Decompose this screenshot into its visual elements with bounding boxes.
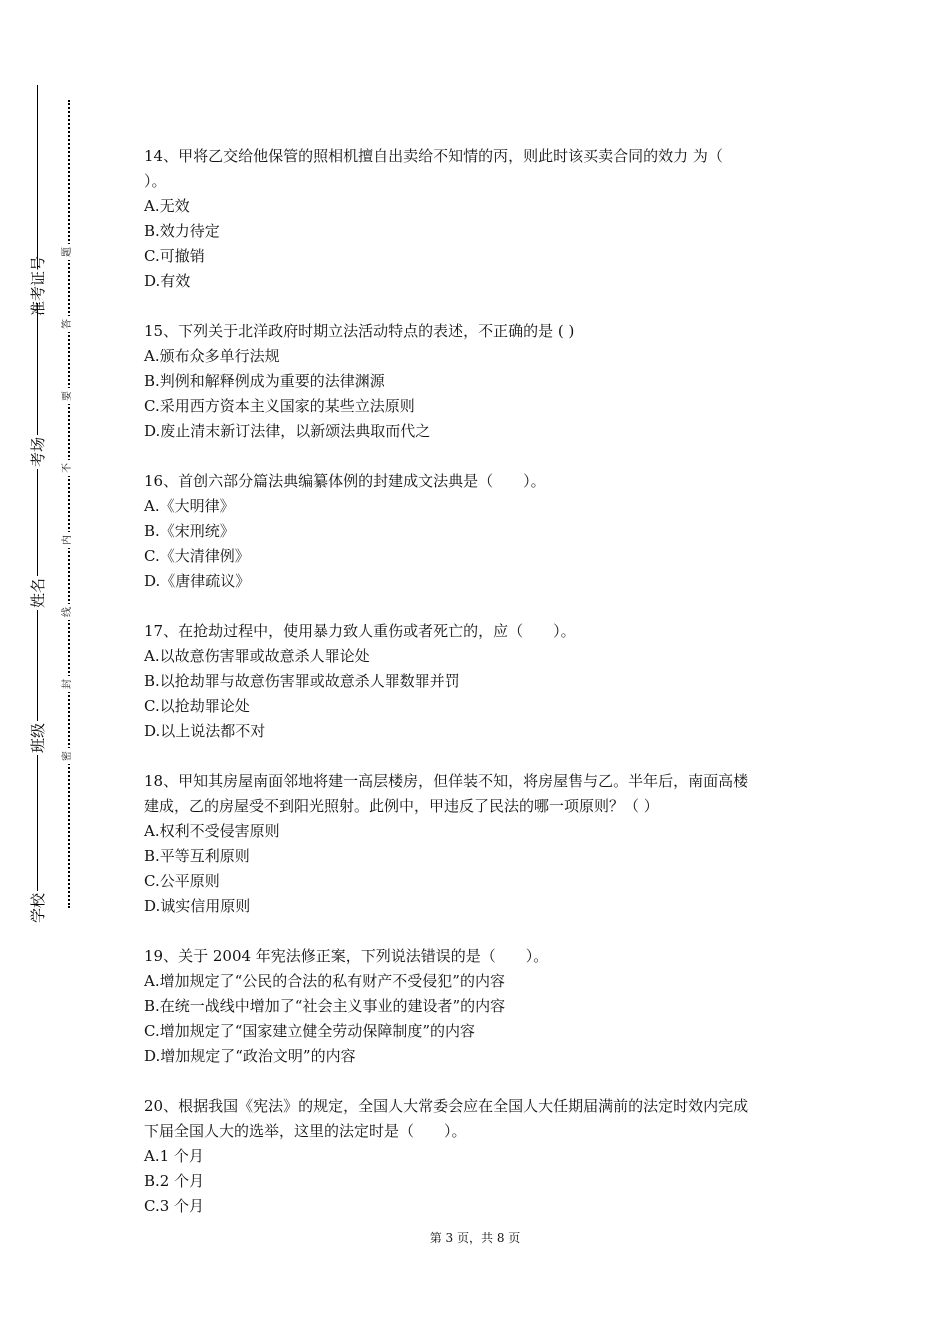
- question-stem: 15、下列关于北洋政府时期立法活动特点的表述，不正确的是 ( ): [144, 322, 575, 340]
- option-d: D.诚实信用原则: [144, 897, 251, 915]
- question-stem: 17、在抢劫过程中，使用暴力致人重伤或者死亡的，应（ ）。: [144, 622, 576, 640]
- option-d: D.废止清末新订法律，以新颂法典取而代之: [144, 422, 431, 440]
- seal-char: 封: [60, 676, 76, 692]
- question-stem: 下届全国人大的选举，这里的法定时是（ ）。: [144, 1122, 467, 1140]
- option-a: A.1 个月: [144, 1147, 204, 1165]
- binding-margin: [0, 0, 110, 1344]
- option-c: C.3 个月: [144, 1197, 205, 1215]
- field-label-exam-room: 考场: [17, 435, 57, 469]
- question-stem: 18、甲知其房屋南面邻地将建一高层楼房，但佯装不知，将房屋售与乙。半年后，南面高楼: [144, 772, 749, 790]
- question-16: [144, 469, 814, 594]
- option-b: B.在统一战线中增加了“社会主义事业的建设者”的内容: [144, 997, 506, 1015]
- option-c: C.《大清律例》: [144, 547, 250, 565]
- question-19: [144, 944, 814, 1069]
- field-label-class: 班级: [17, 721, 57, 755]
- seal-char: 线: [60, 604, 76, 620]
- option-c: C.可撤销: [144, 247, 205, 265]
- field-label-exam-number: 准考证号: [17, 269, 57, 303]
- option-a: A.增加规定了“公民的合法的私有财产不受侵犯”的内容: [144, 972, 505, 990]
- question-stem: 建成，乙的房屋受不到阳光照射。此例中，甲违反了民法的哪一项原则？（ ）: [144, 797, 659, 815]
- option-d: D.《唐律疏议》: [144, 572, 251, 590]
- seal-char: 题: [60, 244, 76, 260]
- question-stem: ）。: [144, 172, 167, 190]
- option-b: B.2 个月: [144, 1172, 205, 1190]
- option-d: D.增加规定了“政治文明”的内容: [144, 1047, 356, 1065]
- binding-solid-line: [37, 85, 38, 925]
- seal-char: 要: [60, 388, 76, 404]
- option-b: B.平等互利原则: [144, 847, 250, 865]
- question-15: [144, 319, 814, 444]
- question-stem: 19、关于 2004 年宪法修正案，下列说法错误的是（ ）。: [144, 947, 549, 965]
- question-list: [144, 144, 814, 1244]
- option-a: A.颁布众多单行法规: [144, 347, 280, 365]
- option-c: C.采用西方资本主义国家的某些立法原则: [144, 397, 415, 415]
- page-number: 第 3 页，共 8 页: [429, 1231, 521, 1245]
- option-b: B.以抢劫罪与故意伤害罪或故意杀人罪数罪并罚: [144, 672, 460, 690]
- question-14: [144, 144, 814, 294]
- option-b: B.效力待定: [144, 222, 220, 240]
- option-d: D.有效: [144, 272, 191, 290]
- option-b: B.判例和解释例成为重要的法律渊源: [144, 372, 385, 390]
- seal-char: 答: [60, 316, 76, 332]
- option-a: A.无效: [144, 197, 190, 215]
- option-d: D.以上说法都不对: [144, 722, 266, 740]
- question-stem: 14、甲将乙交给他保管的照相机擅自出卖给不知情的丙，则此时该买卖合同的效力 为（: [144, 147, 723, 165]
- option-c: C.以抢劫罪论处: [144, 697, 250, 715]
- seal-char: 内: [60, 532, 76, 548]
- question-stem: 20、根据我国《宪法》的规定，全国人大常委会应在全国人大任期届满前的法定时效内完成: [144, 1097, 749, 1115]
- question-17: [144, 619, 814, 744]
- option-b: B.《宋刑统》: [144, 522, 235, 540]
- question-18: [144, 769, 814, 919]
- question-stem: 16、首创六部分篇法典编纂体例的封建成文法典是（ ）。: [144, 472, 546, 490]
- option-a: A.以故意伤害罪或故意杀人罪论处: [144, 647, 370, 665]
- field-label-name: 姓名: [17, 576, 57, 610]
- question-20: [144, 1094, 814, 1219]
- seal-char: 不: [60, 460, 76, 476]
- field-label-school: 学校: [17, 891, 57, 925]
- seal-char: 密: [60, 748, 76, 764]
- option-a: A.权利不受侵害原则: [144, 822, 280, 840]
- binding-dotted-line: [68, 100, 70, 908]
- option-c: C.公平原则: [144, 872, 220, 890]
- option-c: C.增加规定了“国家建立健全劳动保障制度”的内容: [144, 1022, 476, 1040]
- option-a: A.《大明律》: [144, 497, 235, 515]
